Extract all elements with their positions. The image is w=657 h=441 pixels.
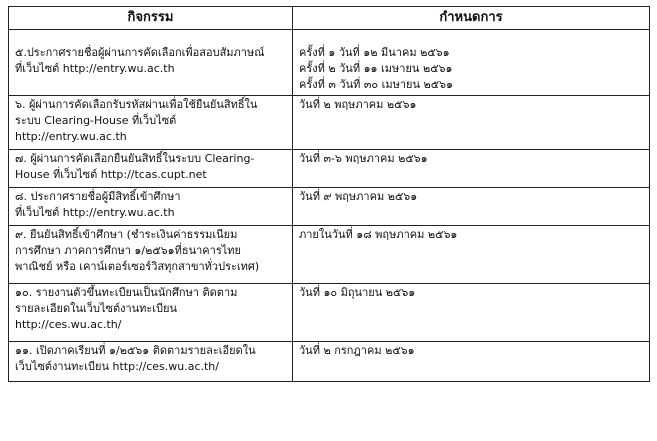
column-header-schedule: กำหนดการ (293, 7, 650, 30)
table-row (9, 150, 650, 188)
schedule-text: วันที่ ๒ พฤษภาคม ๒๕๖๑ (299, 98, 417, 111)
table-row (9, 96, 650, 150)
activity-text: ๖. ผู้ผ่านการคัดเลือกรับรหัสผ่านเพื่อใช้ยืนยันสิทธิ์ใน ระบบ Clearing-House ที่เว็บไซต์ http://entry.wu.ac.th (15, 98, 258, 143)
table-row (9, 188, 650, 226)
table-row (9, 30, 650, 96)
schedule-text: วันที่ ๙ พฤษภาคม ๒๕๖๑ (299, 190, 418, 203)
activity-cell (9, 284, 293, 342)
schedule-text: ภายในวันที่ ๑๘ พฤษภาคม ๒๕๖๑ (299, 228, 458, 241)
schedule-text: วันที่ ๑๐ มิถุนายน ๒๕๖๑ (299, 286, 416, 299)
schedule-cell (293, 342, 650, 382)
activity-cell (9, 188, 293, 226)
table-row (9, 226, 650, 284)
table-header-row (9, 7, 650, 30)
activity-text: ๑๐. รายงานตัวขึ้นทะเบียนเป็นนักศึกษา ติดตาม รายละเอียดในเว็บไซต์งานทะเบียน http://ces.wu.ac.th/ (15, 286, 238, 331)
activity-text: ๘. ประกาศรายชื่อผู้มีสิทธิ์เข้าศึกษา ที่เว็บไซต์ http://entry.wu.ac.th (15, 190, 181, 219)
schedule-cell (293, 188, 650, 226)
schedule-table (8, 6, 650, 382)
activity-cell (9, 30, 293, 96)
schedule-cell (293, 226, 650, 284)
schedule-cell (293, 284, 650, 342)
activity-text: ๑๑. เปิดภาคเรียนที่ ๑/๒๕๖๑ ติดตามรายละเอียดใน เว็บไซต์งานทะเบียน http://ces.wu.ac.th/ (15, 344, 256, 373)
activity-cell (9, 226, 293, 284)
table-row (9, 342, 650, 382)
column-header-activity: กิจกรรม (9, 7, 293, 30)
activity-cell (9, 150, 293, 188)
activity-text: ๙. ยืนยันสิทธิ์เข้าศึกษา (ชำระเงินค่าธรรมเนียม การศึกษา ภาคการศึกษา ๑/๒๕๖๑ที่ธนาคารไทย พาณิชย์ หรือ เคาน์เตอร์เซอร์วิสทุกสาขาทั่วประเทศ) (15, 228, 260, 273)
schedule-cell (293, 30, 650, 96)
schedule-cell (293, 96, 650, 150)
schedule-cell (293, 150, 650, 188)
schedule-text: วันที่ ๓-๖ พฤษภาคม ๒๕๖๑ (299, 152, 428, 165)
activity-cell (9, 96, 293, 150)
schedule-text: วันที่ ๒ กรกฎาคม ๒๕๖๑ (299, 344, 415, 357)
activity-text: ๕.ประกาศรายชื่อผู้ผ่านการคัดเลือกเพื่อสอบสัมภาษณ์ ที่เว็บไซต์ http://entry.wu.ac.th (15, 46, 265, 75)
activity-cell (9, 342, 293, 382)
activity-text: ๗. ผู้ผ่านการคัดเลือกยืนยันสิทธิ์ในระบบ Clearing- House ที่เว็บไซต์ http://tcas.cupt.net (15, 152, 255, 181)
table-row (9, 284, 650, 342)
schedule-text: ครั้งที่ ๑ วันที่ ๑๒ มีนาคม ๒๕๖๑ ครั้งที่ ๒ วันที่ ๑๑ เมษายน ๒๕๖๑ ครั้งที่ ๓ วันที่ ๓๐ เมษายน ๒๕๖๑ (299, 46, 454, 91)
